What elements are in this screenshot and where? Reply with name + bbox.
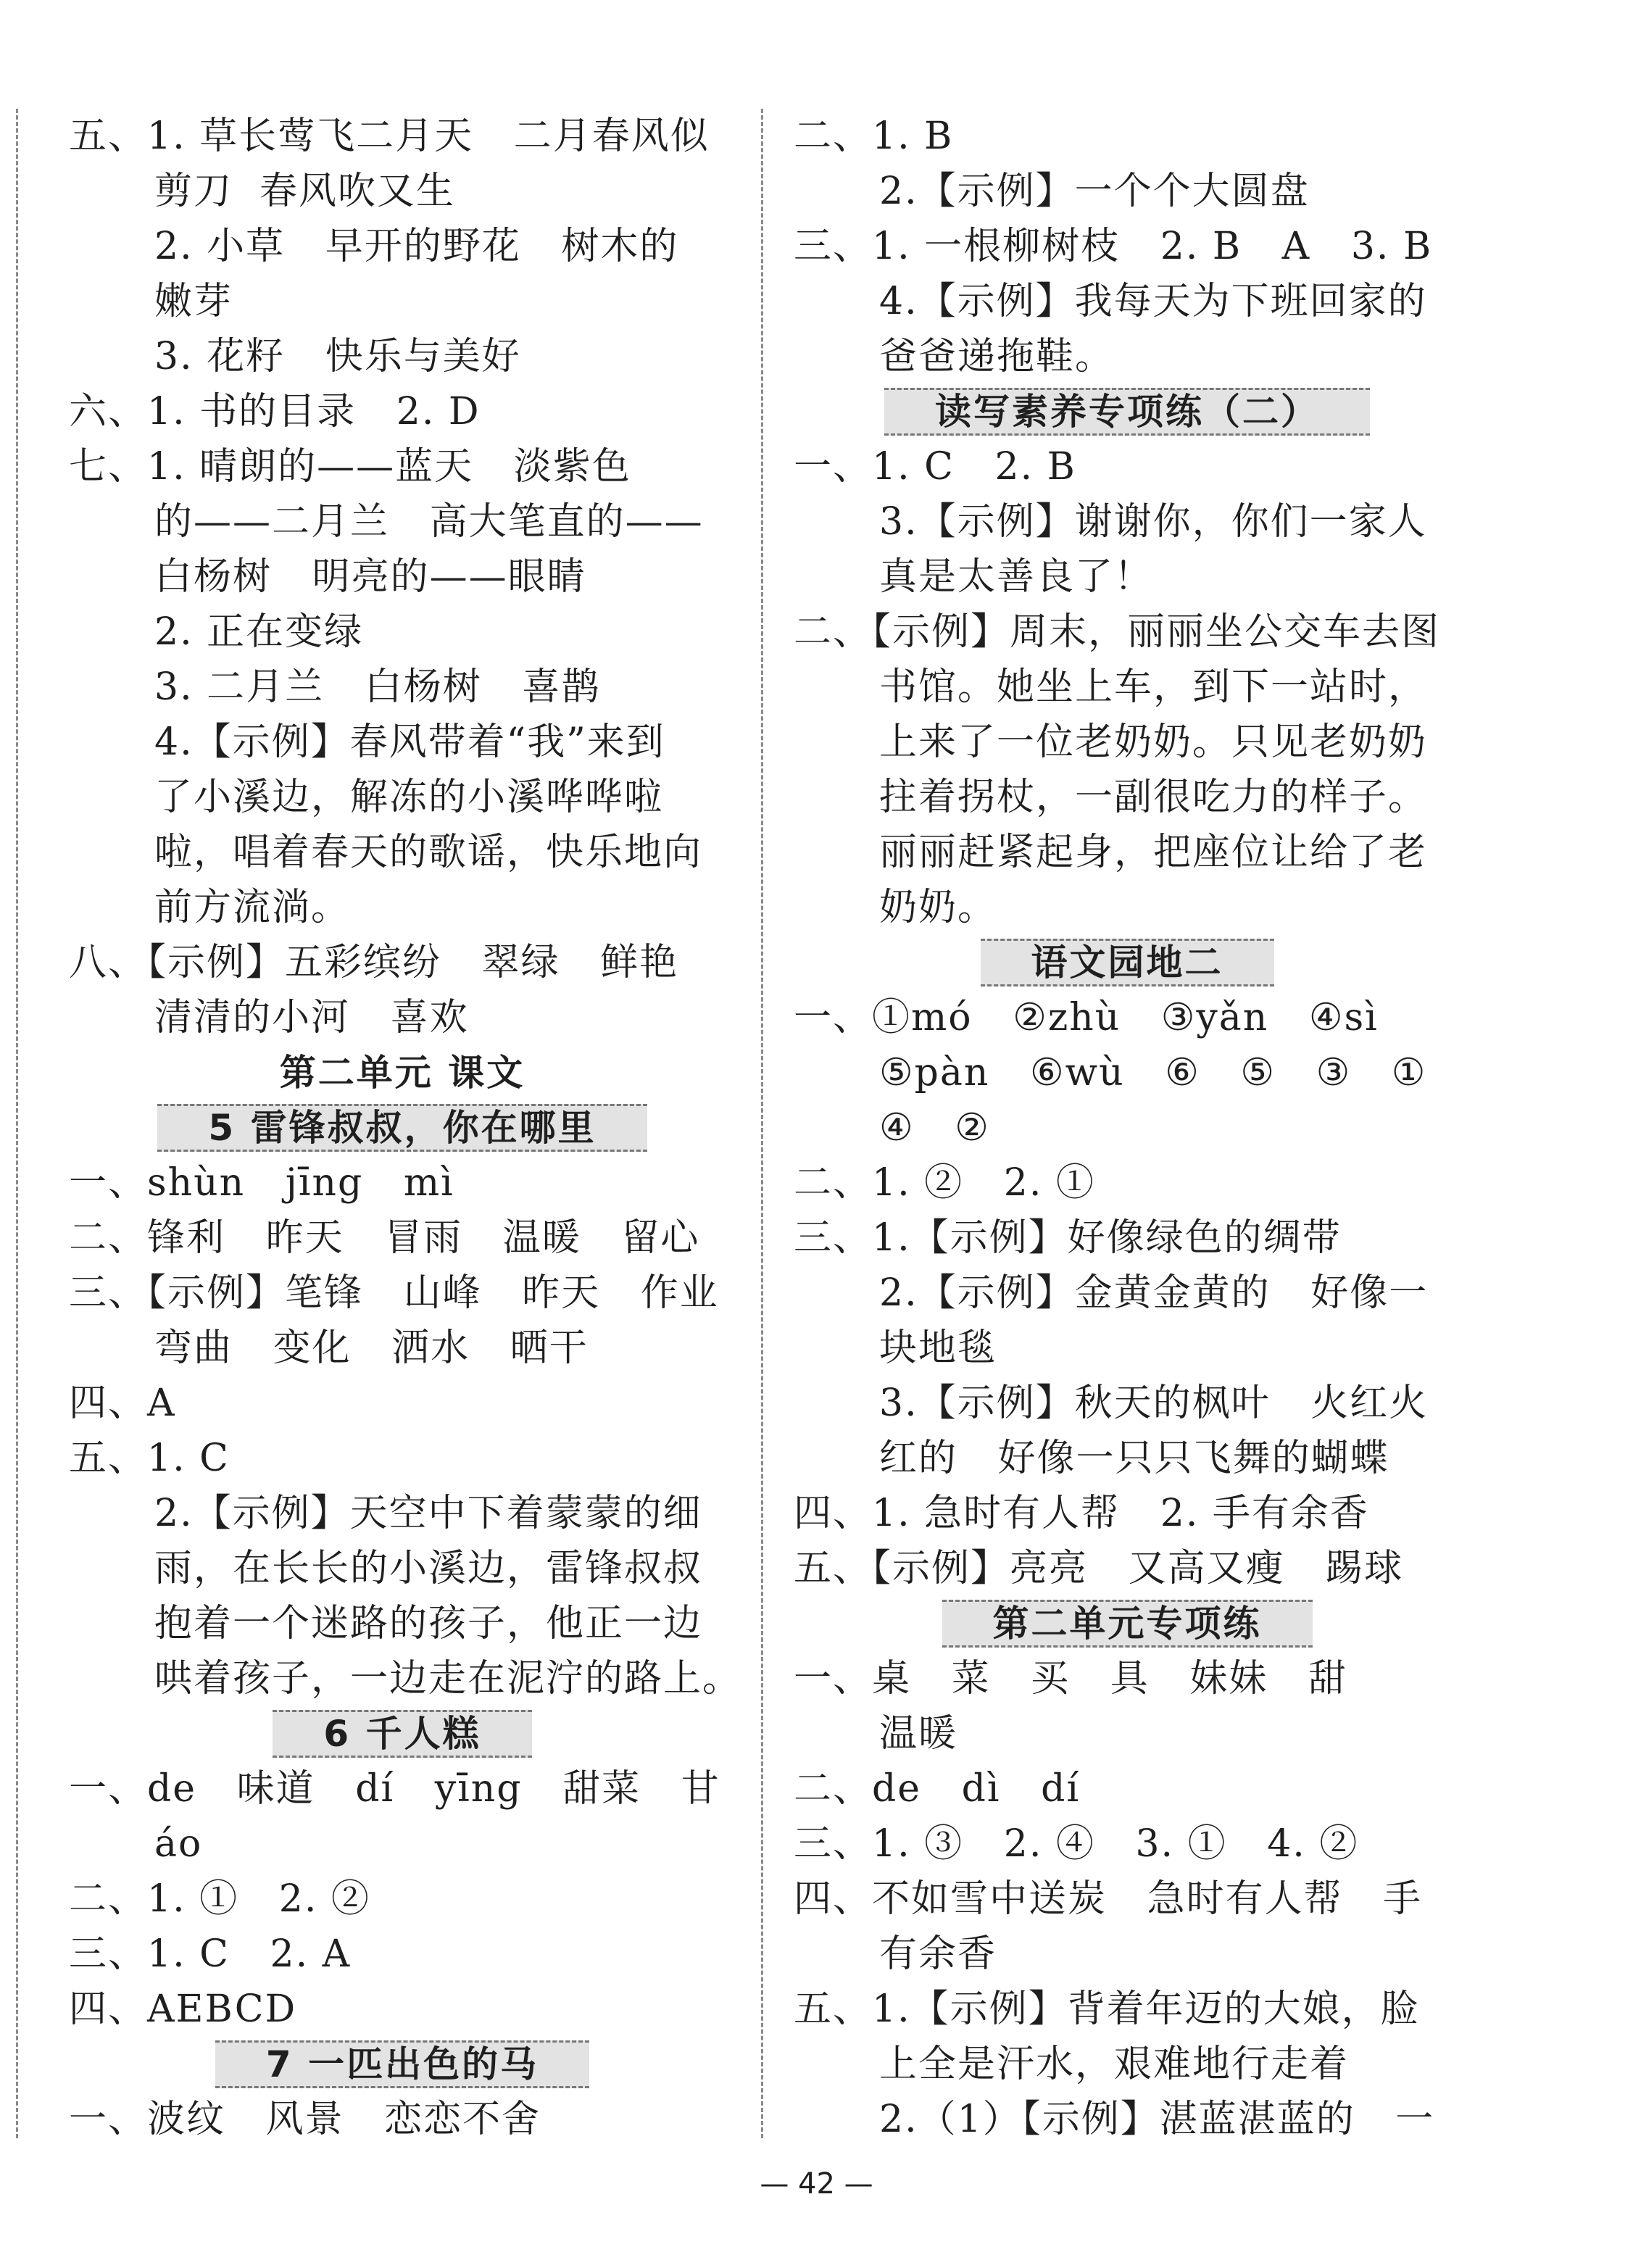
answer-continuation-line: 3. 二月兰 白杨树 喜鹊: [154, 665, 601, 709]
section-heading: [794, 1596, 1460, 1651]
answer-continuation-line: 拄着拐杖，一副很吃力的样子。: [879, 776, 1428, 819]
answer-line: 三、1. 一根柳树枝 2. B A 3. B: [794, 225, 1433, 268]
answer-line: 八、【示例】五彩缤纷 翠绿 鲜艳: [69, 941, 679, 984]
answer-line: 一、shùn jīng mì: [69, 1161, 454, 1205]
answer-continuation-line: 真是太善良了！: [879, 555, 1154, 599]
answer-continuation-line: 剪刀 春风吹又生: [154, 170, 456, 213]
section-heading-text: 7 一匹出色的马: [215, 2040, 589, 2088]
answer-continuation-line: 爸爸递拖鞋。: [879, 335, 1115, 378]
answer-line: 二、1. B: [794, 115, 954, 158]
answer-continuation-line: 3.【示例】谢谢你，你们一家人: [879, 500, 1427, 544]
answer-continuation-line: 红的 好像一只只飞舞的蝴蝶: [879, 1437, 1389, 1480]
section-heading: [794, 935, 1460, 990]
answer-continuation-line: 2.【示例】一个个大圆盘: [879, 170, 1310, 213]
answer-continuation-line: 2.【示例】天空中下着蒙蒙的细: [154, 1492, 702, 1535]
section-heading-text: 读写素养专项练（二）: [884, 388, 1370, 436]
answer-continuation-line: 2. 小草 早开的野花 树木的: [154, 225, 679, 268]
answer-line: 二、【示例】周末，丽丽坐公交车去图: [794, 610, 1441, 654]
answer-continuation-line: 上全是汗水，艰难地行走着: [879, 2043, 1350, 2086]
answer-continuation-line: 3.【示例】秋天的枫叶 火红火: [879, 1382, 1429, 1425]
answer-line: 一、波纹 风景 恋恋不舍: [69, 2098, 541, 2141]
answer-continuation-line: 书馆。她坐上车，到下一站时，: [879, 665, 1428, 709]
section-heading: [794, 384, 1460, 439]
page-number: — 42 —: [760, 2167, 873, 2201]
answer-continuation-line: ④ ②: [879, 1106, 990, 1150]
section-heading: [69, 1100, 736, 1155]
answer-line: 四、1. 急时有人帮 2. 手有余香: [794, 1492, 1369, 1535]
answer-line: 二、锋利 昨天 冒雨 温暖 留心: [69, 1216, 700, 1260]
answer-continuation-line: 2. 正在变绿: [154, 610, 364, 654]
answer-continuation-line: 嫩芽: [154, 280, 233, 323]
right-column: [794, 109, 1460, 2147]
section-heading-text: 6 千人糕: [273, 1710, 531, 1758]
answer-line: 一、①mó ②zhù ③yǎn ④sì: [794, 996, 1379, 1039]
answer-line: 二、1. ① 2. ②: [69, 1877, 370, 1921]
answer-line: 四、AEBCD: [69, 1987, 297, 2031]
answer-continuation-line: 2.【示例】金黄金黄的 好像一: [879, 1271, 1429, 1315]
answer-continuation-line: áo: [154, 1822, 203, 1866]
answer-continuation-line: 有余香: [879, 1932, 997, 1976]
answer-line: 一、桌 菜 买 具 妹妹 甜: [794, 1657, 1347, 1700]
answer-continuation-line: 奶奶。: [879, 886, 997, 929]
answer-line: 四、不如雪中送炭 急时有人帮 手: [794, 1877, 1423, 1921]
answer-continuation-line: 4.【示例】春风带着“我”来到: [154, 720, 665, 764]
answer-continuation-line: 雨，在长长的小溪边，雷锋叔叔: [154, 1547, 703, 1590]
answer-line: 三、1. C 2. A: [69, 1932, 352, 1976]
answer-continuation-line: 弯曲 变化 洒水 晒干: [154, 1326, 589, 1370]
answer-line: 五、1. 草长莺飞二月天 二月春风似: [69, 115, 710, 158]
answer-continuation-line: 了小溪边，解冻的小溪哗哗啦: [154, 776, 664, 819]
section-heading: [69, 2037, 736, 2092]
answer-continuation-line: 抱着一个迷路的孩子，他正一边: [154, 1602, 703, 1645]
answer-continuation-line: ⑤pàn ⑥wù ⑥ ⑤ ③ ①: [879, 1051, 1427, 1094]
answer-line: 一、1. C 2. B: [794, 445, 1076, 489]
answer-continuation-line: 丽丽赶紧起身，把座位让给了老: [879, 831, 1428, 874]
answer-continuation-line: 前方流淌。: [154, 886, 351, 929]
answer-line: 三、1.【示例】好像绿色的绸带: [794, 1216, 1342, 1260]
answer-continuation-line: 温暖: [879, 1712, 958, 1756]
answer-continuation-line: 的——二月兰 高大笔直的——: [154, 500, 704, 544]
answer-line: 三、【示例】笔锋 山峰 昨天 作业: [69, 1271, 719, 1315]
answer-continuation-line: 哄着孩子，一边走在泥泞的路上。: [154, 1657, 742, 1700]
answer-line: 二、de dì dí: [794, 1767, 1081, 1811]
answer-line: 七、1. 晴朗的——蓝天 淡紫色: [69, 445, 631, 489]
answer-continuation-line: 上来了一位老奶奶。只见老奶奶: [879, 720, 1428, 764]
section-heading-text: 第二单元 课文: [279, 1052, 525, 1094]
answer-continuation-line: 啦，唱着春天的歌谣，快乐地向: [154, 831, 703, 874]
section-heading-text: 语文园地二: [981, 939, 1274, 986]
answer-continuation-line: 白杨树 明亮的——眼睛: [154, 555, 586, 599]
left-column: [69, 109, 742, 2147]
section-heading: [69, 1045, 736, 1100]
answer-line: 二、1. ② 2. ①: [794, 1161, 1095, 1205]
answer-continuation-line: 2.（1）【示例】湛蓝湛蓝的 一: [879, 2098, 1435, 2141]
answer-line: 六、1. 书的目录 2. D: [69, 390, 481, 433]
answer-continuation-line: 3. 花籽 快乐与美好: [154, 335, 521, 378]
answer-continuation-line: 4.【示例】我每天为下班回家的: [879, 280, 1427, 323]
answer-line: 五、1. C: [69, 1437, 230, 1480]
left-margin-rule: [16, 109, 18, 2138]
answer-line: 四、A: [69, 1382, 176, 1425]
answer-line: 五、【示例】亮亮 又高又瘦 踢球: [794, 1547, 1404, 1590]
answer-line: 三、1. ③ 2. ④ 3. ① 4. ②: [794, 1822, 1359, 1866]
section-heading-text: 5 雷锋叔叔，你在哪里: [157, 1104, 647, 1152]
column-divider: [761, 109, 763, 2138]
answer-line: 五、1.【示例】背着年迈的大娘，脸: [794, 1987, 1420, 2031]
section-heading-text: 第二单元专项练: [942, 1600, 1313, 1648]
answer-line: 一、de 味道 dí yīng 甜菜 甘: [69, 1767, 720, 1811]
answer-continuation-line: 块地毯: [879, 1326, 997, 1370]
answer-continuation-line: 清清的小河 喜欢: [154, 996, 469, 1039]
section-heading: [69, 1706, 736, 1761]
